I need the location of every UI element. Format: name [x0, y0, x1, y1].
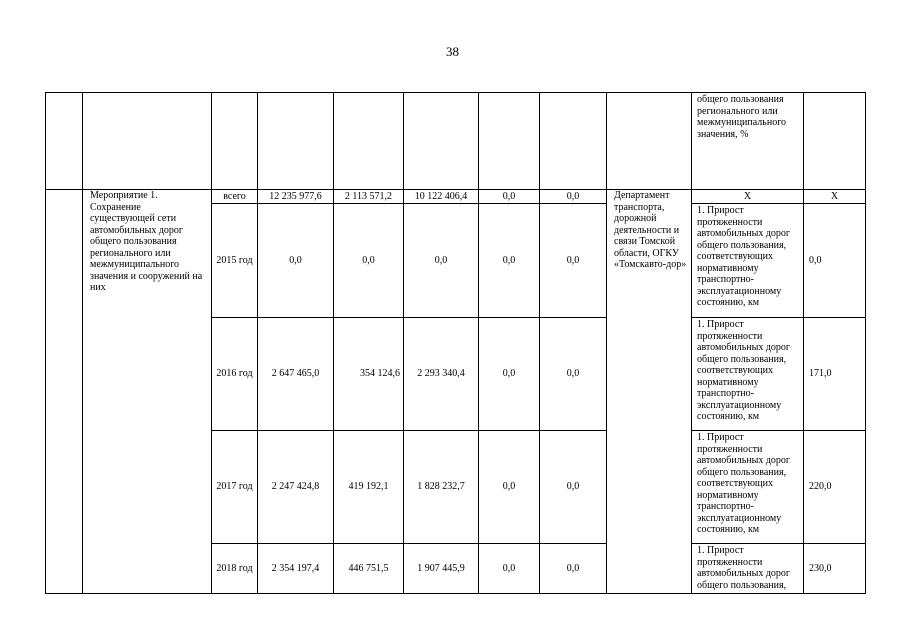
total-indicator: Х [692, 190, 804, 204]
total-federal: 2 113 571,2 [334, 190, 404, 204]
total-cell: 2 354 197,4 [258, 544, 334, 594]
federal-cell: 354 124,6 [334, 318, 404, 431]
total-value: Х [804, 190, 866, 204]
total-other: 0,0 [540, 190, 607, 204]
indicator-cell: общего пользования регионального или межмуниципального значения, % [692, 93, 804, 190]
total-local: 0,0 [479, 190, 540, 204]
regional-cell: 1 907 445,9 [404, 544, 479, 594]
total-sum: 12 235 977,6 [258, 190, 334, 204]
activity-name: Мероприятие 1. Сохранение существующей сети автомобильных дорог общего пользования регионального или межмуниципального значения и сооружений на них [83, 190, 212, 594]
federal-cell: 0,0 [334, 204, 404, 318]
total-label: всего [212, 190, 258, 204]
value-cell: 0,0 [804, 204, 866, 318]
executor: Департамент транспорта, дорожной деятельности и связи Томской области, ОГКУ «Томскавто-дор» [607, 190, 692, 594]
year-cell: 2017 год [212, 431, 258, 544]
value-cell: 230,0 [804, 544, 866, 594]
indicator-cell: 1. Прирост протяженности автомобильных дорог общего пользования, [692, 544, 804, 594]
continuation-row [46, 93, 866, 190]
local-cell: 0,0 [479, 204, 540, 318]
local-cell: 0,0 [479, 431, 540, 544]
indicator-cell: 1. Прирост протяженности автомобильных дорог общего пользования, соответствующих нормативному транспортно-эксплуатационному состоянию, км [692, 431, 804, 544]
regional-cell: 0,0 [404, 204, 479, 318]
year-cell: 2015 год [212, 204, 258, 318]
federal-cell: 446 751,5 [334, 544, 404, 594]
total-row [46, 190, 866, 204]
program-table [45, 92, 866, 594]
other-cell: 0,0 [540, 431, 607, 544]
other-cell: 0,0 [540, 318, 607, 431]
local-cell: 0,0 [479, 544, 540, 594]
indicator-cell: 1. Прирост протяженности автомобильных дорог общего пользования, соответствующих нормативному транспортно-эксплуатационному состоянию, км [692, 318, 804, 431]
other-cell: 0,0 [540, 544, 607, 594]
value-cell: 171,0 [804, 318, 866, 431]
total-cell: 0,0 [258, 204, 334, 318]
year-cell: 2016 год [212, 318, 258, 431]
year-cell: 2018 год [212, 544, 258, 594]
regional-cell: 2 293 340,4 [404, 318, 479, 431]
regional-cell: 1 828 232,7 [404, 431, 479, 544]
indicator-cell: 1. Прирост протяженности автомобильных дорог общего пользования, соответствующих нормативному транспортно-эксплуатационному состоянию, км [692, 204, 804, 318]
total-cell: 2 647 465,0 [258, 318, 334, 431]
local-cell: 0,0 [479, 318, 540, 431]
other-cell: 0,0 [540, 204, 607, 318]
total-regional: 10 122 406,4 [404, 190, 479, 204]
federal-cell: 419 192,1 [334, 431, 404, 544]
value-cell: 220,0 [804, 431, 866, 544]
page-number: 38 [446, 44, 459, 59]
total-cell: 2 247 424,8 [258, 431, 334, 544]
